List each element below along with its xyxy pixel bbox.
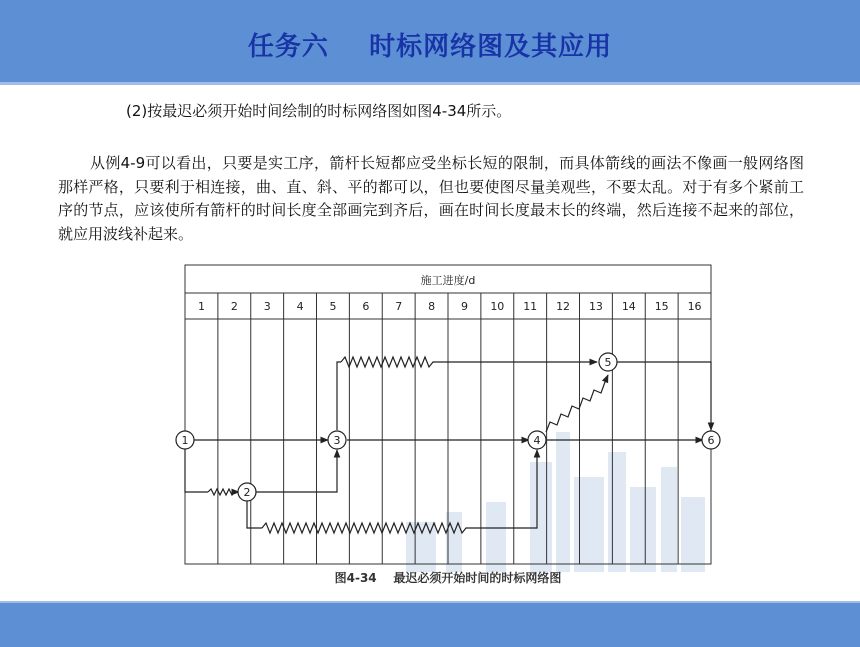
day-label: 2 (230, 300, 238, 313)
day-label: 15 (654, 300, 669, 313)
section-subtitle: (2)按最迟必须开始时间绘制的时标网络图如图4-34所示。 (126, 102, 512, 120)
day-label: 11 (523, 300, 538, 313)
skyline-watermark (406, 432, 705, 572)
arrow-3-5-start (337, 362, 341, 430)
day-label: 5 (329, 300, 337, 313)
day-labels (198, 300, 702, 313)
day-label: 7 (395, 300, 403, 313)
svg-text:1: 1 (181, 434, 189, 447)
node-3 (328, 431, 346, 449)
svg-text:2: 2 (243, 486, 251, 499)
day-label: 4 (296, 300, 304, 313)
day-label: 14 (621, 300, 636, 313)
arrow-5-6 (617, 362, 711, 430)
figure-caption: 图4-34 最迟必须开始时间的时标网络图 (334, 571, 562, 585)
body-paragraph: 从例4-9可以看出，只要是实工序，箭杆长短都应受坐标长短的限制，而具体箭线的画法不像画一般网络图那样严格，只要利于相连接，曲、直、斜、平的都可以，但也要使图尽量美观些，不要太乱。对于有多个紧前工序的节点，应该使所有箭杆的时间长度全部画完到齐后，画在时间长度最末长的终端，然后连接不起来的部位，就应用波线补起来。 (58, 154, 804, 243)
slide-header (0, 0, 860, 85)
arrow-2-4-start (247, 501, 262, 528)
schedule-header-label: 施工进度/d (420, 274, 476, 287)
wave-1-2 (208, 489, 238, 495)
network-figure (156, 262, 740, 595)
wave-4-5 (546, 375, 608, 432)
svg-text:4: 4 (533, 434, 541, 447)
node-4 (528, 431, 546, 449)
arrow-2-3 (256, 450, 337, 492)
day-label: 10 (490, 300, 505, 313)
node-5 (599, 353, 617, 371)
day-label: 8 (428, 300, 436, 313)
node-1 (176, 431, 194, 449)
node-2 (238, 483, 256, 501)
slide-footer (0, 601, 860, 647)
day-label: 13 (588, 300, 603, 313)
day-label: 9 (460, 300, 468, 313)
svg-text:6: 6 (707, 434, 715, 447)
day-label: 16 (687, 300, 702, 313)
day-label: 12 (556, 300, 571, 313)
svg-text:5: 5 (604, 356, 612, 369)
day-label: 1 (197, 300, 205, 313)
arrow-1-2-start (185, 448, 208, 492)
wave-3-5 (341, 357, 597, 367)
day-label: 6 (362, 300, 370, 313)
svg-text:3: 3 (333, 434, 341, 447)
slide-title: 任务六 时标网络图及其应用 (247, 32, 613, 62)
node-6 (702, 431, 720, 449)
day-label: 3 (263, 300, 271, 313)
time-scaled-network-diagram (156, 262, 740, 595)
